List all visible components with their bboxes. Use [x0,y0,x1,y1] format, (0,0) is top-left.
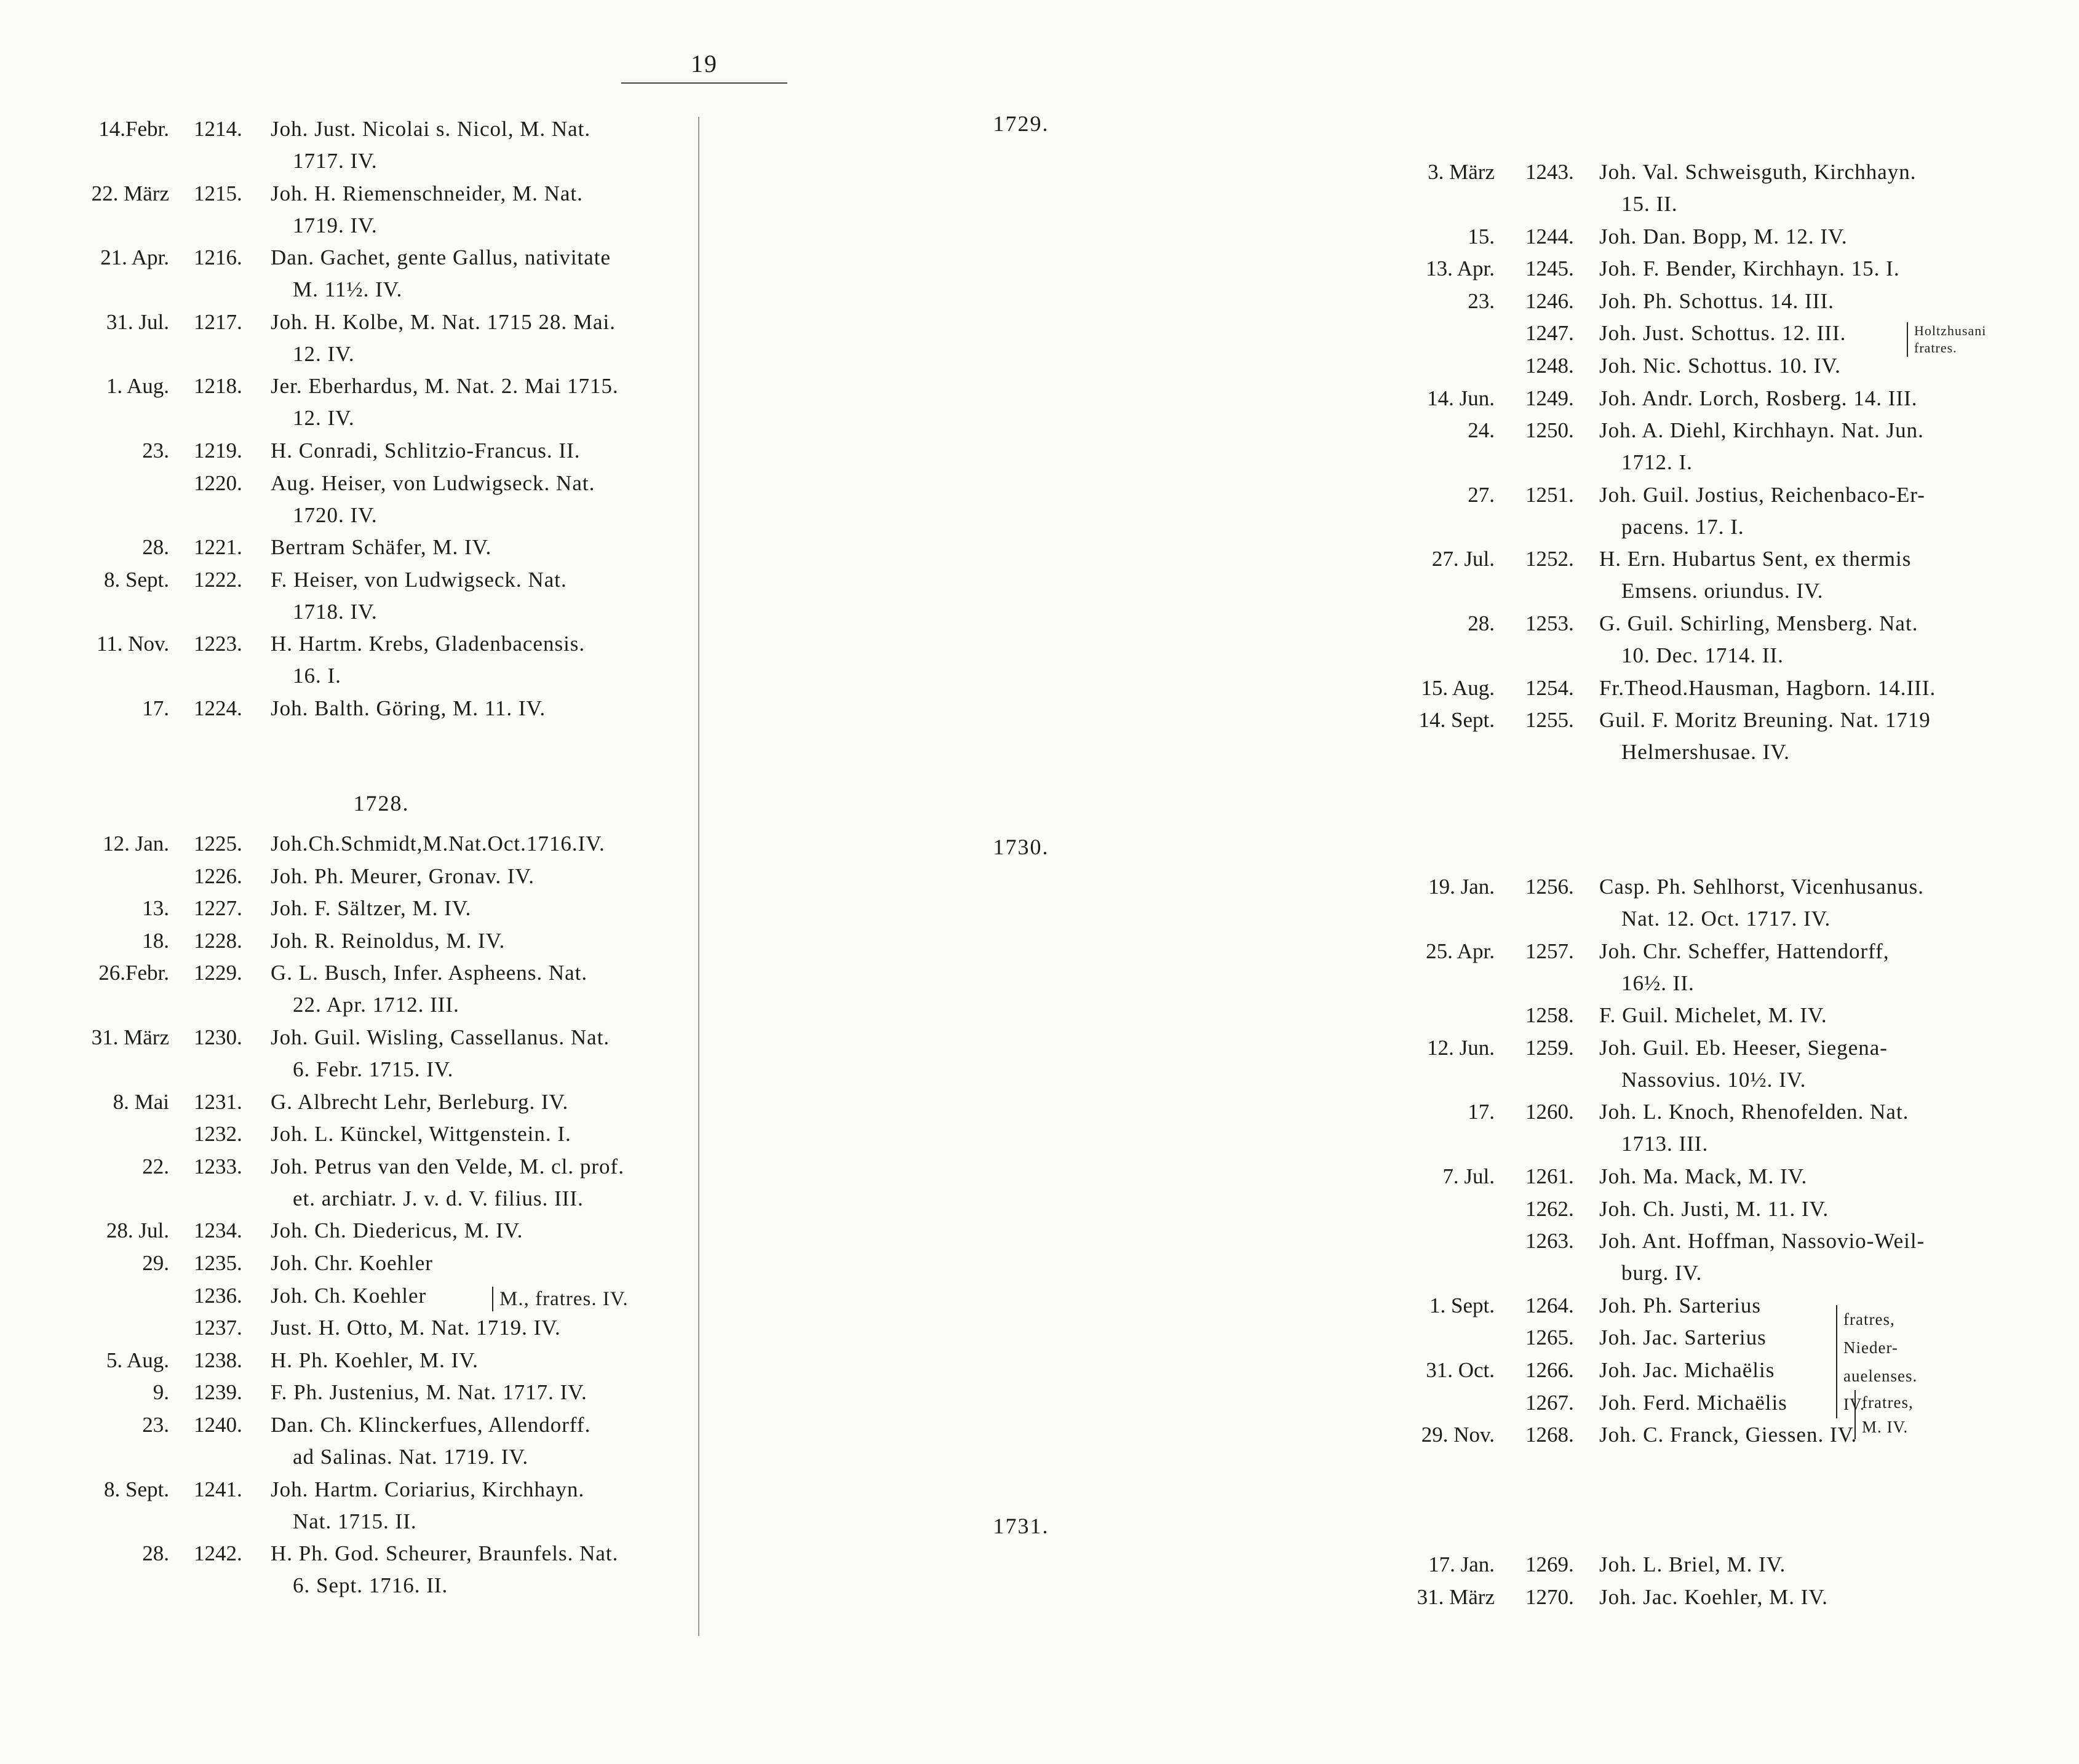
entry-date: 12. Jan. [103,832,169,856]
entry-text-line1: F. Ph. Justenius, M. Nat. 1717. IV. [271,1380,587,1405]
entry-number: 1266. [1525,1358,1574,1382]
entry-date: 28. [142,1541,169,1566]
entry-text-line1: Joh. Andr. Lorch, Rosberg. 14. III. [1599,386,1918,410]
entry-number: 1245. [1525,256,1574,281]
entry-date: 26.Febr. [98,961,169,985]
entry-text [1599,704,2079,768]
entry-text-line1: Joh. Ma. Mack, M. IV. [1599,1164,1808,1188]
entry-text-line1: G. L. Busch, Infer. Aspheens. Nat. [271,961,588,985]
bracket-note-line: fratres. [1914,340,1957,356]
page-number: 19 [691,50,718,77]
entry-number: 1260. [1525,1100,1574,1124]
entry-text-line1: G. Albrecht Lehr, Berleburg. IV. [271,1089,569,1114]
entry-number: 1226. [194,864,242,888]
entry-number: 1259. [1525,1035,1574,1060]
entry-text-line1: Joh. H. Riemenschneider, M. Nat. [271,181,583,205]
entry-text-line1: Joh. Petrus van den Velde, M. cl. prof. [271,1154,624,1178]
entry-text-line1: Joh. Ant. Hoffman, Nassovio-Weil- [1599,1229,1925,1253]
bracket-note-line: auelenses. IV. [1843,1367,1918,1413]
entry-text-line2: et. archiatr. J. v. d. V. filius. III. [293,1186,584,1210]
entry-text-line1: H. Hartm. Krebs, Gladenbacensis. [271,632,586,656]
year-heading: 1730. [993,835,1049,859]
entry-text [271,113,683,177]
entry-text [1599,350,2079,382]
entry-number: 1251. [1525,482,1574,507]
entry-text-line2: 1720. IV. [293,503,378,527]
entry-text [1599,479,2079,543]
entry-text [271,178,683,242]
entry-text [271,370,683,434]
entry-number: 1270. [1525,1584,1574,1609]
entry-text-line2: 1718. IV. [293,599,378,624]
entry-text-line1: Joh. H. Kolbe, M. Nat. 1715 28. Mai. [271,309,616,334]
entry-text [271,564,683,628]
entry-text-line1: Joh.Ch.Schmidt,M.Nat.Oct.1716.IV. [271,832,605,856]
entry-text [1599,156,2079,220]
entry-text-line1: Joh. L. Knoch, Rhenofelden. Nat. [1599,1100,1909,1124]
entry-text [271,435,683,467]
entry-text-line2: 12. IV. [293,406,355,431]
entry-text [271,242,683,306]
entry-text-line1: Joh. Ferd. Michaëlis [1599,1390,1787,1415]
entry-text-line2: Emsens. oriundus. IV. [1621,579,1824,603]
entry-text [271,925,683,957]
entry-number: 1231. [194,1089,242,1114]
entry-date: 8. Sept. [104,567,169,592]
entry-text [271,306,683,370]
entry-text-line1: Joh. Ch. Koehler [271,1283,427,1308]
entry-text [271,828,683,860]
entry-text-line1: Joh. Nic. Schottus. 10. IV. [1599,354,1841,378]
bracket-note-holtzhusani [1907,322,1986,357]
entry-number: 1224. [194,696,242,720]
entry-number: 1262. [1525,1196,1574,1221]
entry-date: 27. Jul. [1431,547,1495,571]
entry-text-line1: H. Ern. Hubartus Sent, ex thermis [1599,547,1912,571]
entry-text-line2: 22. Apr. 1712. III. [293,993,459,1017]
entry-date: 9. [153,1380,169,1405]
entry-date: 18. [142,928,169,953]
entry-text [271,1345,683,1377]
entry-date: 27. [1468,482,1495,507]
entry-text [271,1312,683,1344]
entry-text-line1: Jer. Eberhardus, M. Nat. 2. Mai 1715. [271,374,619,399]
entry-text-line1: Joh. Ph. Sarterius [1599,1293,1761,1317]
entry-number: 1235. [194,1251,242,1275]
entry-text-line2: 10. Dec. 1714. II. [1621,643,1784,667]
entry-text-line1: Joh. Val. Schweisguth, Kirchhayn. [1599,160,1917,184]
bracket-note-michaelis: fratres, M. IV. [1854,1390,1914,1439]
entry-date: 22. März [91,181,169,205]
bracket-note-line: Holtzhusani [1914,323,1987,338]
entry-text-line1: Bertram Schäfer, M. IV. [271,535,492,560]
entry-text-line2: Nat. 1715. II. [293,1509,417,1533]
entry-number: 1257. [1525,939,1574,963]
year-heading: 1728. [353,791,410,816]
page-number-rule [621,82,787,84]
entry-text-line1: G. Guil. Schirling, Mensberg. Nat. [1599,611,1918,635]
entry-text-line2: 6. Febr. 1715. IV. [293,1057,454,1081]
entry-date: 7. Jul. [1442,1164,1495,1188]
entry-number: 1256. [1525,875,1574,899]
entry-number: 1252. [1525,547,1574,571]
entry-text-line1: Dan. Gachet, gente Gallus, nativitate [271,245,611,270]
entry-date: 29. [142,1251,169,1275]
entry-number: 1255. [1525,708,1574,733]
entry-date: 28. [142,535,169,560]
entry-number: 1220. [194,471,242,495]
bracket-note-koehler-fratres: M., fratres. IV. [492,1287,629,1311]
entry-number: 1215. [194,181,242,205]
entry-text [271,628,683,692]
entry-text-line2: 6. Sept. 1716. II. [293,1573,448,1598]
entry-text-line1: H. Ph. God. Scheurer, Braunfels. Nat. [271,1541,619,1566]
entry-number: 1230. [194,1025,242,1049]
entry-text-line2: 1712. I. [1621,450,1693,475]
entry-number: 1232. [194,1122,242,1146]
entry-date: 24. [1468,418,1495,443]
entry-text-line1: Joh. Balth. Göring, M. 11. IV. [271,696,546,720]
bracket-note-line: fratres, Nieder- [1843,1310,1898,1357]
entry-date: 1. Aug. [106,374,169,399]
entry-text [1599,999,2079,1031]
entry-number: 1214. [194,117,242,141]
entry-number: 1247. [1525,321,1574,346]
entry-text-line1: Joh. Ph. Schottus. 14. III. [1599,288,1834,313]
entry-date: 13. [142,896,169,921]
entry-text-line1: Joh. R. Reinoldus, M. IV. [271,928,506,953]
entry-number: 1240. [194,1413,242,1437]
entry-text [1599,317,2079,349]
entry-text [271,1538,683,1602]
entry-date: 31. Oct. [1426,1358,1495,1382]
entry-number: 1234. [194,1218,242,1243]
entry-number: 1238. [194,1348,242,1372]
entry-text [1599,1193,2079,1225]
entry-text-line1: Dan. Ch. Klinckerfues, Allendorff. [271,1413,591,1437]
entry-text-line1: Joh. Guil. Wisling, Cassellanus. Nat. [271,1025,610,1049]
entry-text [271,467,683,531]
entry-text-line1: Joh. Ch. Diedericus, M. IV. [271,1218,523,1243]
entry-text-line1: Joh. L. Künckel, Wittgenstein. I. [271,1122,571,1146]
year-heading: 1731. [993,1514,1049,1538]
column-divider [698,117,699,1636]
entry-text-line2: burg. IV. [1621,1261,1703,1285]
entry-text [271,1247,683,1279]
entry-text-line2: 1719. IV. [293,213,378,237]
entry-date: 29. Nov. [1421,1423,1495,1447]
entry-text [1599,415,2079,479]
entry-number: 1241. [194,1477,242,1501]
entry-text [271,1215,683,1247]
year-heading: 1729. [993,111,1049,136]
entry-text-line1: Joh. C. Franck, Giessen. IV. [1599,1423,1858,1447]
entry-date: 8. Sept. [104,1477,169,1501]
entry-text [271,1151,683,1215]
entry-number: 1229. [194,961,242,985]
entry-number: 1243. [1525,160,1574,184]
entry-number: 1253. [1525,611,1574,635]
entry-date: 28. [1468,611,1495,635]
entry-text [1599,871,2079,935]
entry-date: 23. [142,1413,169,1437]
entry-text [271,957,683,1021]
entry-number: 1237. [194,1316,242,1340]
entry-text-line1: Joh. Jac. Koehler, M. IV. [1599,1584,1828,1609]
entry-date: 11. Nov. [97,632,169,656]
entry-number: 1261. [1525,1164,1574,1188]
entry-number: 1265. [1525,1325,1574,1350]
entry-number: 1267. [1525,1390,1574,1415]
entry-text [271,1118,683,1150]
entry-text [1599,1549,2079,1581]
entry-text [1599,608,2079,672]
entry-text [271,892,683,924]
entry-number: 1223. [194,632,242,656]
entry-text-line1: Joh. Just. Schottus. 12. III. [1599,321,1846,346]
entry-text-line2: 16½. II. [1621,971,1695,995]
entry-date: 23. [1468,288,1495,313]
entry-text-line1: Guil. F. Moritz Breuning. Nat. 1719 [1599,708,1931,733]
entry-date: 3. März [1428,160,1495,184]
entry-text-line1: Joh. Hartm. Coriarius, Kirchhayn. [271,1477,585,1501]
entry-date: 14. Jun. [1427,386,1495,410]
entry-number: 1227. [194,896,242,921]
entry-date: 12. Jun. [1427,1035,1495,1060]
entry-number: 1216. [194,245,242,270]
entry-text-line1: H. Conradi, Schlitzio-Francus. II. [271,439,581,463]
entry-number: 1218. [194,374,242,399]
entry-text [271,1474,683,1538]
entry-date: 15. Aug. [1421,675,1495,700]
entry-text [1599,253,2079,285]
entry-text-line2: Nat. 12. Oct. 1717. IV. [1621,907,1831,931]
entry-date: 31. Jul. [106,309,169,334]
entry-text [1599,1161,2079,1193]
entry-text-line2: 16. I. [293,664,341,688]
entry-date: 28. Jul. [106,1218,169,1243]
entry-text [1599,383,2079,415]
entry-text-line1: Joh. Chr. Scheffer, Hattendorff, [1599,939,1890,963]
entry-text [1599,672,2079,704]
entry-number: 1258. [1525,1003,1574,1028]
entry-text [271,860,683,892]
entry-text [1599,1096,2079,1160]
entry-text [1599,936,2079,999]
entry-text-line2: M. 11½. IV. [293,277,403,302]
entry-date: 25. Apr. [1426,939,1495,963]
entry-text-line2: 12. IV. [293,341,355,366]
entry-date: 1. Sept. [1429,1293,1495,1317]
entry-text-line1: Joh. Ph. Meurer, Gronav. IV. [271,864,535,888]
entry-number: 1246. [1525,288,1574,313]
entry-number: 1233. [194,1154,242,1178]
entry-number: 1250. [1525,418,1574,443]
entry-date: 17. [1468,1100,1495,1124]
entry-number: 1236. [194,1283,242,1308]
entry-date: 31. März [1417,1584,1495,1609]
entry-number: 1254. [1525,675,1574,700]
entry-text-line2: 1717. IV. [293,149,378,173]
entry-number: 1225. [194,832,242,856]
entry-text-line2: ad Salinas. Nat. 1719. IV. [293,1445,529,1469]
entry-text-line2: 15. II. [1621,192,1678,216]
entry-number: 1228. [194,928,242,953]
entry-text-line2: Helmershusae. IV. [1621,740,1790,765]
entry-text [271,1409,683,1473]
entry-date: 14.Febr. [98,117,169,141]
entry-number: 1263. [1525,1229,1574,1253]
entry-text [1599,1225,2079,1289]
entry-date: 23. [142,439,169,463]
entry-text-line1: Aug. Heiser, von Ludwigseck. Nat. [271,471,595,495]
entry-number: 1242. [194,1541,242,1566]
entry-text-line2: pacens. 17. I. [1621,514,1744,539]
entry-date: 8. Mai [113,1089,169,1114]
entry-number: 1219. [194,439,242,463]
entry-text-line1: Fr.Theod.Hausman, Hagborn. 14.III. [1599,675,1936,700]
entry-text [271,1086,683,1118]
entry-number: 1264. [1525,1293,1574,1317]
entry-text-line1: Casp. Ph. Sehlhorst, Vicenhusanus. [1599,875,1925,899]
entry-text-line1: H. Ph. Koehler, M. IV. [271,1348,479,1372]
entry-text [1599,543,2079,607]
entry-text-line1: Joh. Jac. Sarterius [1599,1325,1767,1350]
entry-text [271,531,683,563]
entry-text-line1: Joh. A. Diehl, Kirchhayn. Nat. Jun. [1599,418,1924,443]
entry-text-line1: Joh. Just. Nicolai s. Nicol, M. Nat. [271,117,591,141]
entry-text [1599,1032,2079,1096]
entry-text [271,693,683,725]
entry-number: 1239. [194,1380,242,1405]
entry-date: 22. [142,1154,169,1178]
entry-number: 1269. [1525,1552,1574,1576]
entry-text-line1: Joh. L. Briel, M. IV. [1599,1552,1786,1576]
entry-text [271,1377,683,1408]
entry-date: 31. März [91,1025,169,1049]
entry-text [1599,1419,2079,1451]
entry-text-line1: F. Guil. Michelet, M. IV. [1599,1003,1827,1028]
entry-number: 1268. [1525,1423,1574,1447]
entry-number: 1249. [1525,386,1574,410]
entry-text [1599,285,2079,317]
entry-text-line1: Joh. Dan. Bopp, M. 12. IV. [1599,224,1848,248]
entry-text-line1: Just. H. Otto, M. Nat. 1719. IV. [271,1316,561,1340]
entry-date: 19. Jan. [1428,875,1495,899]
entry-text-line1: Joh. Jac. Michaëlis [1599,1358,1775,1382]
entry-text-line2: Nassovius. 10½. IV. [1621,1067,1807,1092]
entry-number: 1221. [194,535,242,560]
entry-text-line1: Joh. F. Bender, Kirchhayn. 15. I. [1599,256,1900,281]
entry-date: 17. [142,696,169,720]
entry-number: 1244. [1525,224,1574,248]
entry-text-line1: Joh. Ch. Justi, M. 11. IV. [1599,1196,1829,1221]
entry-text [1599,1581,2079,1613]
entry-date: 15. [1468,224,1495,248]
entry-text-line1: Joh. F. Sältzer, M. IV. [271,896,472,921]
entry-text-line1: Joh. Guil. Jostius, Reichenbaco-Er- [1599,482,1926,507]
entry-text-line1: Joh. Guil. Eb. Heeser, Siegena- [1599,1035,1888,1060]
entry-number: 1248. [1525,354,1574,378]
entry-text-line1: F. Heiser, von Ludwigseck. Nat. [271,567,567,592]
entry-number: 1217. [194,309,242,334]
entry-date: 17. Jan. [1428,1552,1495,1576]
entry-date: 14. Sept. [1418,708,1495,733]
entry-text [1599,221,2079,253]
entry-date: 21. Apr. [100,245,169,270]
entry-text-line1: Joh. Chr. Koehler [271,1251,433,1275]
entry-date: 5. Aug. [106,1348,169,1372]
entry-number: 1222. [194,567,242,592]
entry-date: 13. Apr. [1426,256,1495,281]
entry-text [271,1022,683,1086]
entry-text-line2: 1713. III. [1621,1132,1709,1156]
